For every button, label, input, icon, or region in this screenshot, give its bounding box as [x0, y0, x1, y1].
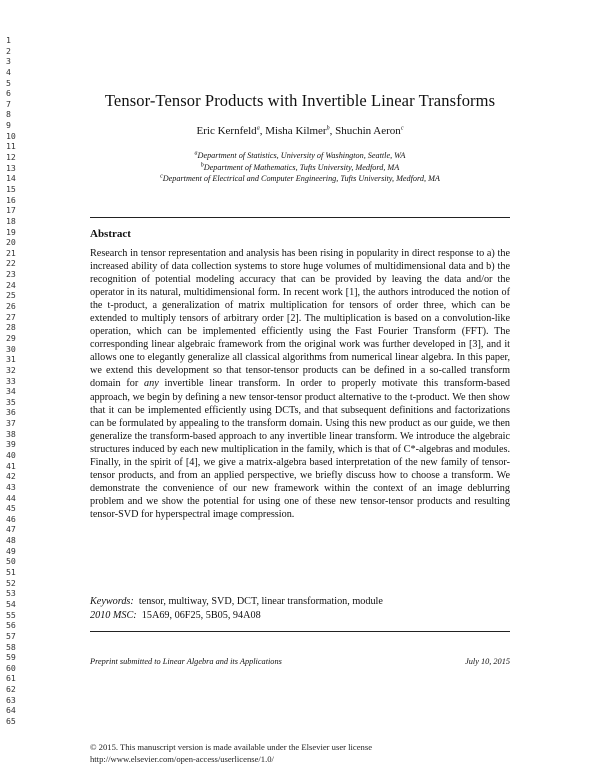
affiliation: [0, 173, 600, 185]
line-number: 9: [6, 120, 11, 131]
author-affiliation-mark: b: [326, 125, 330, 132]
line-number: 40: [6, 449, 16, 460]
abstract-body: [90, 247, 510, 521]
keywords-block: [90, 595, 510, 622]
line-number: 24: [6, 279, 16, 290]
line-number: 64: [6, 705, 16, 716]
abstract-heading: Abstract: [90, 228, 131, 240]
line-number: 2: [6, 45, 11, 56]
line-number: 30: [6, 343, 16, 354]
line-number: 65: [6, 716, 16, 726]
line-number: 1: [6, 35, 11, 45]
line-number: 15: [6, 183, 16, 194]
line-number: 28: [6, 322, 16, 333]
line-number: 7: [6, 98, 11, 109]
affiliation-text: Department of Electrical and Computer Engineering, Tufts University, Medford, MA: [162, 174, 440, 183]
msc-label: 2010 MSC:: [90, 609, 137, 621]
author-separator: ,: [329, 125, 336, 137]
author-name: Shuchin Aeron: [335, 125, 401, 137]
line-number: 36: [6, 407, 16, 418]
license-text: © 2015. This manuscript version is made available under the Elsevier user license: [90, 742, 373, 752]
affiliation: [0, 150, 600, 162]
keywords-label: Keywords:: [90, 596, 134, 607]
line-number: 51: [6, 567, 16, 578]
line-number: 34: [6, 386, 16, 397]
author-separator: ,: [259, 125, 266, 137]
line-number: 20: [6, 237, 16, 248]
affiliation-mark: b: [200, 161, 204, 168]
msc-line: [90, 609, 510, 623]
line-number: 32: [6, 364, 16, 375]
line-number: 63: [6, 694, 16, 705]
affiliation-text: Department of Mathematics, Tufts University, Medford, MA: [203, 162, 400, 172]
line-number: 10: [6, 130, 16, 141]
preprint-date: July 10, 2015: [465, 657, 510, 666]
line-number: 37: [6, 418, 16, 429]
line-number: 41: [6, 460, 16, 471]
line-number: 33: [6, 375, 16, 386]
line-number: 58: [6, 641, 16, 652]
line-number: 62: [6, 684, 16, 695]
keywords-value: tensor, multiway, SVD, DCT, linear transformation, module: [138, 596, 383, 607]
line-number: 19: [6, 226, 16, 237]
line-number: 38: [6, 428, 16, 439]
line-number: 11: [6, 141, 16, 152]
keywords-line: [90, 595, 510, 609]
line-number: 59: [6, 652, 16, 663]
abstract-top-rule: [90, 217, 510, 218]
msc-value: 15A69, 06F25, 5B05, 94A08: [141, 609, 261, 621]
line-number: 49: [6, 545, 16, 556]
preprint-note: Preprint submitted to Linear Algebra and its Applications: [90, 657, 282, 666]
license-notice: [90, 742, 372, 765]
line-number: 6: [6, 88, 11, 99]
paper-title: Tensor-Tensor Products with Invertible Linear Transforms: [104, 91, 496, 110]
affiliation-mark: c: [160, 173, 163, 180]
affiliation-mark: a: [194, 150, 198, 157]
line-number: 52: [6, 577, 16, 588]
line-number: 13: [6, 162, 16, 173]
line-number: 27: [6, 311, 16, 322]
line-number: 35: [6, 396, 16, 407]
line-number: 44: [6, 492, 16, 503]
line-number: 31: [6, 354, 16, 365]
line-number: 3: [6, 56, 11, 67]
affiliations: [0, 150, 600, 185]
line-number: 26: [6, 301, 16, 312]
line-number: 29: [6, 332, 16, 343]
affiliation: [0, 162, 600, 174]
line-number: 18: [6, 215, 16, 226]
line-number: 45: [6, 503, 16, 514]
line-number: 61: [6, 673, 16, 684]
line-number: 55: [6, 609, 16, 620]
author-affiliation-mark: c: [400, 125, 404, 132]
line-number: 46: [6, 513, 16, 524]
line-number: 39: [6, 439, 16, 450]
author-list: [0, 125, 600, 137]
line-number: 4: [6, 66, 11, 77]
abstract-bottom-rule: [90, 631, 510, 632]
line-number: 60: [6, 662, 16, 673]
line-number: 21: [6, 247, 16, 258]
line-number: 50: [6, 556, 16, 567]
line-number: 14: [6, 173, 16, 184]
line-number: 5: [6, 77, 11, 88]
line-numbers: [6, 35, 34, 727]
line-number: 53: [6, 588, 16, 599]
line-number: 42: [6, 471, 16, 482]
line-number: 22: [6, 258, 16, 269]
line-number: 17: [6, 205, 16, 216]
line-number: 57: [6, 630, 16, 641]
author-affiliation-mark: a: [256, 125, 260, 132]
abstract-text: Research in tensor representation and analysis has been rising in popularity in direct response to a) the increased ability of data collection systems to store huge volumes of multidimensional data and b) the recognition of potential modeling accuracy that can be provided by leaving the data and/or the operator in its natural, multidimensional form. In recent work [1], the authors introduced the notion of the t-product, a generalization of matrix multiplication for tensors of order three, which can be extended to multiply tensors of arbitrary order [2]. The multiplication is based on a convolution-like operation, which can be implemented efficiently using the Fast Fourier Transform (FFT). The corresponding linear algebraic framework from the original work was further developed in [3], and it allows one to elegantly generalize all classical algorithms from numerical linear algebra. In this paper, we extend this development so that tensor-tensor products can be defined in a so-called transform domain for: [90, 248, 510, 390]
line-number: 8: [6, 109, 11, 120]
line-number: 25: [6, 290, 16, 301]
author-name: Eric Kernfeld: [196, 125, 257, 137]
abstract-text: invertible linear transform. In order to properly motivate this transform-based approach, we begin by defining a new tensor-tensor product alternative to the t-product. We then show that it can be implemented efficiently using DCTs, and that subsequent definitions and factorizations can be formulated by appealing to the transform domain. Using this new product as our guide, we then generalize the transform-based approach to any invertible linear transform. We introduce the algebraic structures induced by each new multiplication in the family, which is that of C*-algebras and modules. Finally, in the spirit of [4], we give a matrix-algebra based interpretation of the new family of tensor-tensor products, and from an applied perspective, we briefly discuss how to choose a transform. We demonstrate the convenience of our new framework within the context of an image deblurring problem and we show the potential for using one of these new tensor-tensor products and resulting tensor-SVD for hyperspectral image compression.: [90, 378, 511, 520]
line-number: 12: [6, 152, 16, 163]
abstract-emphasis: any: [144, 378, 159, 390]
line-number: 48: [6, 535, 16, 546]
license-url[interactable]: http://www.elsevier.com/open-access/userlicense/1.0/: [90, 753, 274, 764]
line-number: 23: [6, 269, 16, 280]
affiliation-text: Department of Statistics, University of Washington, Seattle, WA: [197, 151, 406, 160]
author-name: Misha Kilmer: [265, 125, 327, 137]
line-number: 54: [6, 598, 16, 609]
line-number: 16: [6, 194, 16, 205]
line-number: 47: [6, 524, 16, 535]
line-number: 56: [6, 620, 16, 631]
line-number: 43: [6, 481, 16, 492]
